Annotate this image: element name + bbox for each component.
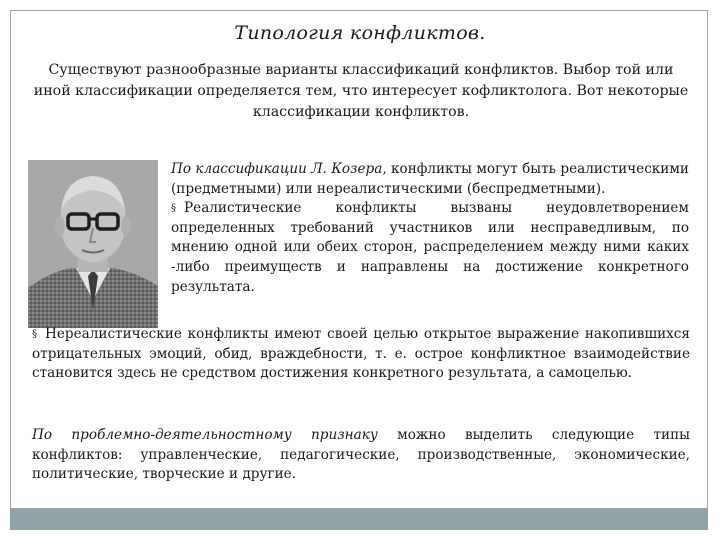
problem-rest: можно выделить следующие типы конфликтов: управленческие, педагогические, производственные, экономические, политические, творческие и другие. [32, 427, 690, 483]
portrait-photo [28, 160, 158, 328]
slide-title: Типология конфликтов. [234, 22, 486, 44]
intro-paragraph: Существуют разнообразные варианты классификаций конфликтов. Выбор той или иной классификации определяется тем, что интересует кофликтолога. Вот некоторые классификации конфликтов. [33, 62, 689, 120]
unrealistic-conflicts-text: Нереалистические конфликты имеют своей целью открытое выражение накопившихся отрицательных эмоций, обид, враждебности, т. е. острое конфликтное взаимодействие становится здесь не средством достижения конкретного результата, а самоцелью. [32, 326, 690, 382]
coser-lead-rest: , конфликты могут быть реалистическими (предметными) или нереалистическими (беспредметными). [171, 161, 689, 197]
coser-classification [171, 160, 689, 297]
realistic-conflicts-text: Реалистические конфликты вызваны неудовлетворением определенных требований участников или несправедливым, по мнению одной или обеих сторон, распределением между ними каких -либо преимуществ и направлены на достижение конкретного результата. [171, 200, 689, 295]
bullet-icon: § [32, 329, 37, 340]
slide-bottom-bar [10, 508, 708, 530]
problem-lead: По проблемно-деятельностному признаку [32, 427, 378, 443]
unrealistic-conflicts-paragraph [32, 325, 690, 384]
bullet-icon: § [171, 203, 176, 215]
problem-classification-paragraph [32, 426, 690, 485]
coser-lead: По классификации Л. Козера [171, 161, 383, 177]
portrait-illustration [28, 160, 158, 328]
